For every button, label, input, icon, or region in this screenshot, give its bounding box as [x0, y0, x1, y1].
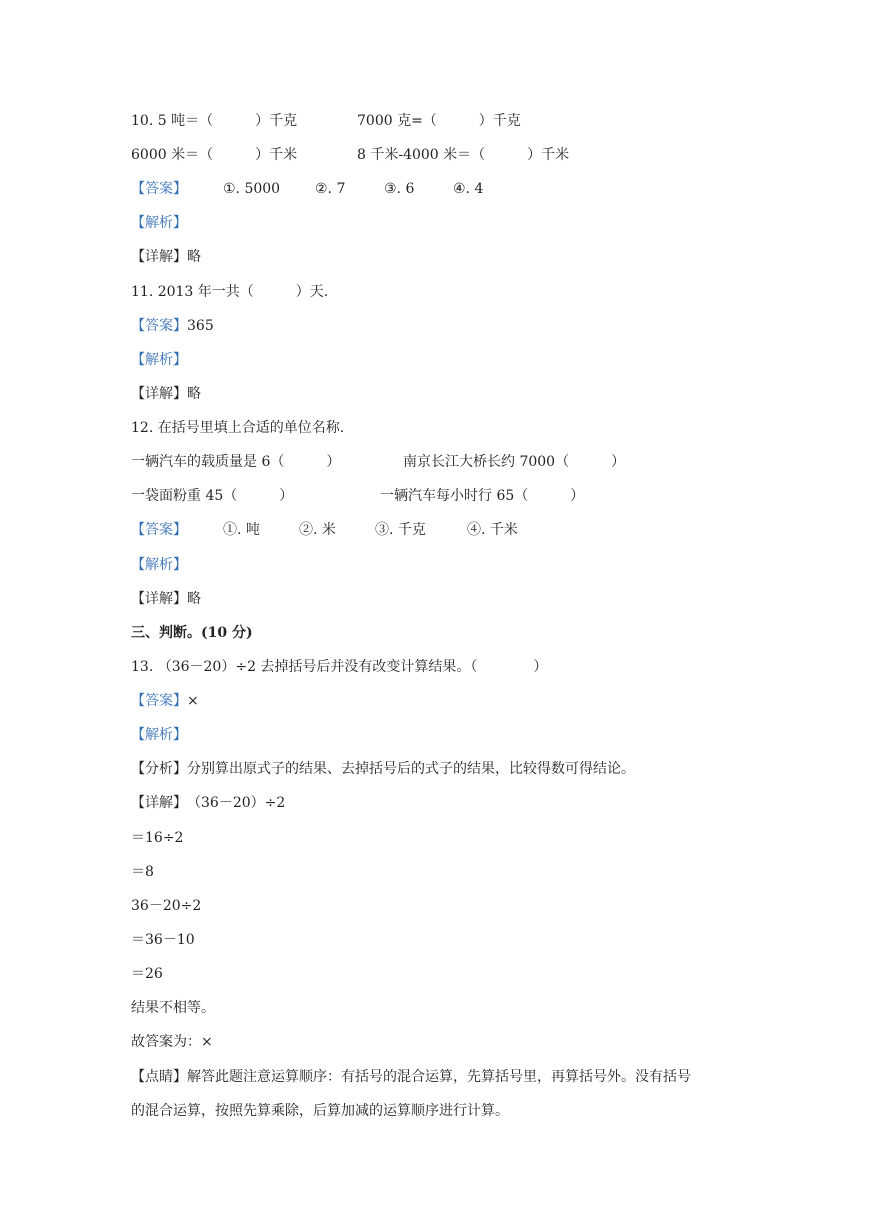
answer-item: ④. 4: [453, 181, 484, 197]
q10-blank-2: 7000 克=（ ）千克: [357, 113, 521, 129]
answer-item: ④. 千米: [467, 522, 518, 538]
calc-step: 故答案为：×: [131, 1034, 213, 1050]
calc-step: 结果不相等。: [131, 1000, 215, 1016]
answer-label: 【答案】: [131, 522, 187, 538]
q11-analysis-label: 【解析】: [131, 352, 187, 368]
q10-blank-4: 8 千米-4000 米＝（ ）千米: [357, 147, 570, 163]
q12-analysis-label: 【解析】: [131, 557, 187, 573]
calc-step: 36－20÷2: [131, 898, 202, 914]
q13-tip-line1: 【点睛】解答此题注意运算顺序：有括号的混合运算，先算括号里，再算括号外。没有括号: [131, 1069, 691, 1085]
answer-item: ③. 千克: [375, 522, 426, 538]
q12-blank-4: 一辆汽车每小时行 65（ ）: [380, 488, 585, 504]
answer-item: ②. 7: [315, 181, 346, 197]
q13-analysis-label: 【解析】: [131, 727, 187, 743]
calc-step: ＝26: [131, 966, 163, 982]
answer-item: ③. 6: [384, 181, 415, 197]
q10-analysis-label: 【解析】: [131, 215, 187, 231]
calc-step: ＝8: [131, 864, 154, 880]
section-heading: 三、判断。(10 分): [131, 625, 253, 641]
q10-blank-1: 10. 5 吨＝（ ）千克: [131, 113, 298, 129]
answer-value: 365: [187, 318, 214, 334]
calc-step: ＝36－10: [131, 932, 195, 948]
answer-label: 【答案】: [131, 181, 187, 197]
q10-blank-3: 6000 米＝（ ）千米: [131, 147, 298, 163]
q12-blank-2: 南京长江大桥长约 7000（ ）: [403, 454, 626, 470]
q13-question: 13. （36－20）÷2 去掉括号后并没有改变计算结果。（ ）: [131, 659, 548, 675]
q10-detail: 【详解】略: [131, 249, 201, 265]
answer-label: 【答案】: [131, 318, 187, 334]
q12-blank-1: 一辆汽车的载质量是 6（ ）: [131, 454, 341, 470]
answer-item: ②. 米: [299, 522, 336, 538]
answer-item: ①. 吨: [223, 522, 260, 538]
answer-value: ×: [187, 693, 199, 709]
q12-detail: 【详解】略: [131, 591, 201, 607]
answer-label: 【答案】: [131, 693, 187, 709]
detail-label: 【详解】: [131, 795, 187, 811]
q13-tip-line2: 的混合运算，按照先算乘除，后算加减的运算顺序进行计算。: [131, 1103, 509, 1119]
q12-question: 12. 在括号里填上合适的单位名称.: [131, 420, 345, 436]
q12-blank-3: 一袋面粉重 45（ ）: [131, 488, 294, 504]
answer-item: ①. 5000: [223, 181, 281, 197]
detail-expression: （36－20）÷2: [187, 795, 286, 811]
calc-step: ＝16÷2: [131, 830, 184, 846]
q11-detail: 【详解】略: [131, 386, 201, 402]
q11-question: 11. 2013 年一共（ ）天.: [131, 284, 329, 300]
q13-analysis: 【分析】分别算出原式子的结果、去掉括号后的式子的结果，比较得数可得结论。: [131, 761, 635, 777]
